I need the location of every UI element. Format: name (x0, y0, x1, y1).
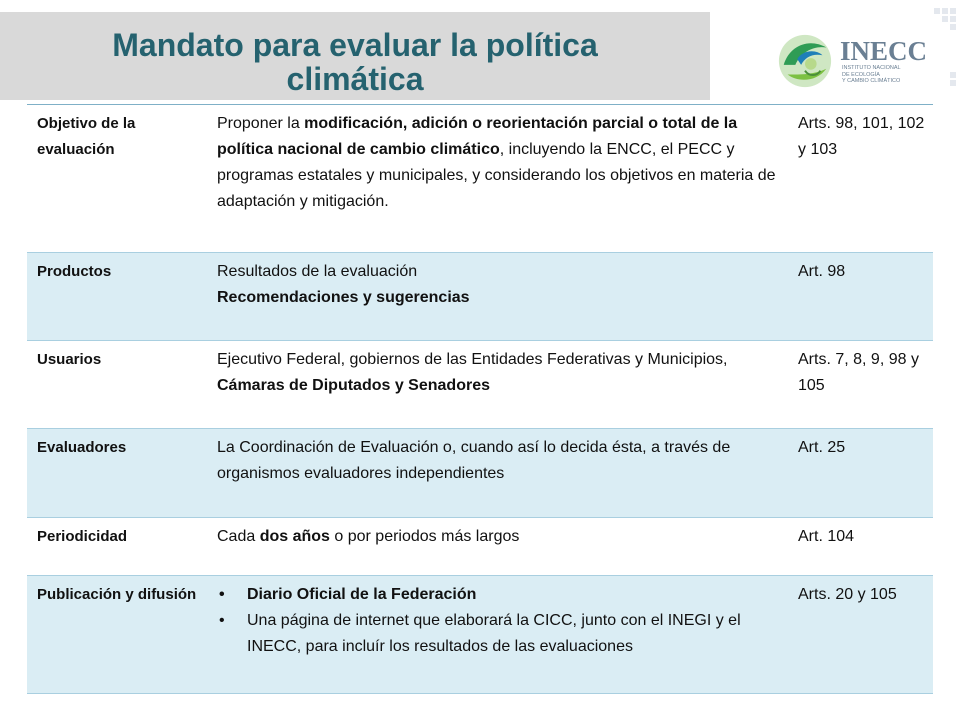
row-label: Productos (37, 263, 112, 280)
row-description: Resultados de la evaluación Recomendaciones y sugerencias (217, 263, 470, 306)
page-title-line-2: climática (286, 61, 424, 97)
table-row (27, 105, 933, 253)
row-reference: Arts. 7, 8, 9, 98 y 105 (798, 351, 919, 394)
row-description (205, 576, 790, 693)
inecc-emblem-icon (776, 32, 834, 90)
row-reference: Arts. 98, 101, 102 y 103 (798, 115, 925, 158)
table-row (27, 429, 933, 518)
row-label: Periodicidad (37, 528, 128, 545)
mandate-table (27, 104, 933, 694)
inecc-logo (776, 30, 936, 92)
row-label: Evaluadores (37, 439, 127, 456)
list-item: • Una página de internet que elaborará la CICC, junto con el INEGI y el INECC, para incluír los resultados de las evaluaciones (217, 608, 784, 660)
row-reference: Art. 98 (798, 263, 846, 280)
logo-subtitle: INSTITUTO NACIONAL DE ECOLOGÍA Y CAMBIO CLIMÁTICO (842, 65, 901, 84)
row-reference: Arts. 20 y 105 (798, 586, 897, 603)
table-row (27, 518, 933, 576)
logo-name: INECC (840, 36, 928, 66)
row-description: Cada dos años o por periodos más largos (217, 528, 520, 545)
page-title-line-1: Mandato para evaluar la política (112, 27, 598, 63)
row-description: La Coordinación de Evaluación o, cuando así lo decida ésta, a través de organismos evaluadores independientes (217, 439, 731, 482)
bullet-list (217, 582, 784, 660)
table-row (27, 253, 933, 341)
page-title (0, 28, 710, 96)
list-item: • Diario Oficial de la Federación (217, 582, 784, 608)
row-description: Proponer la modificación, adición o reorientación parcial o total de la política nacional de cambio climático, incluyendo la ENCC, el PECC y programas estatales y municipales, y considerando los objetivos en materia de adaptación y mitigación. (217, 115, 776, 210)
row-label: Objetivo de la evaluación (37, 115, 136, 158)
table-row (27, 576, 933, 694)
row-description: Ejecutivo Federal, gobiernos de las Entidades Federativas y Municipios, Cámaras de Diputados y Senadores (217, 351, 728, 394)
row-reference: Art. 104 (798, 528, 855, 545)
table-row (27, 341, 933, 429)
row-label: Usuarios (37, 351, 102, 368)
row-reference: Art. 25 (798, 439, 846, 456)
title-banner (0, 12, 710, 100)
row-label: Publicación y difusión (37, 586, 197, 603)
